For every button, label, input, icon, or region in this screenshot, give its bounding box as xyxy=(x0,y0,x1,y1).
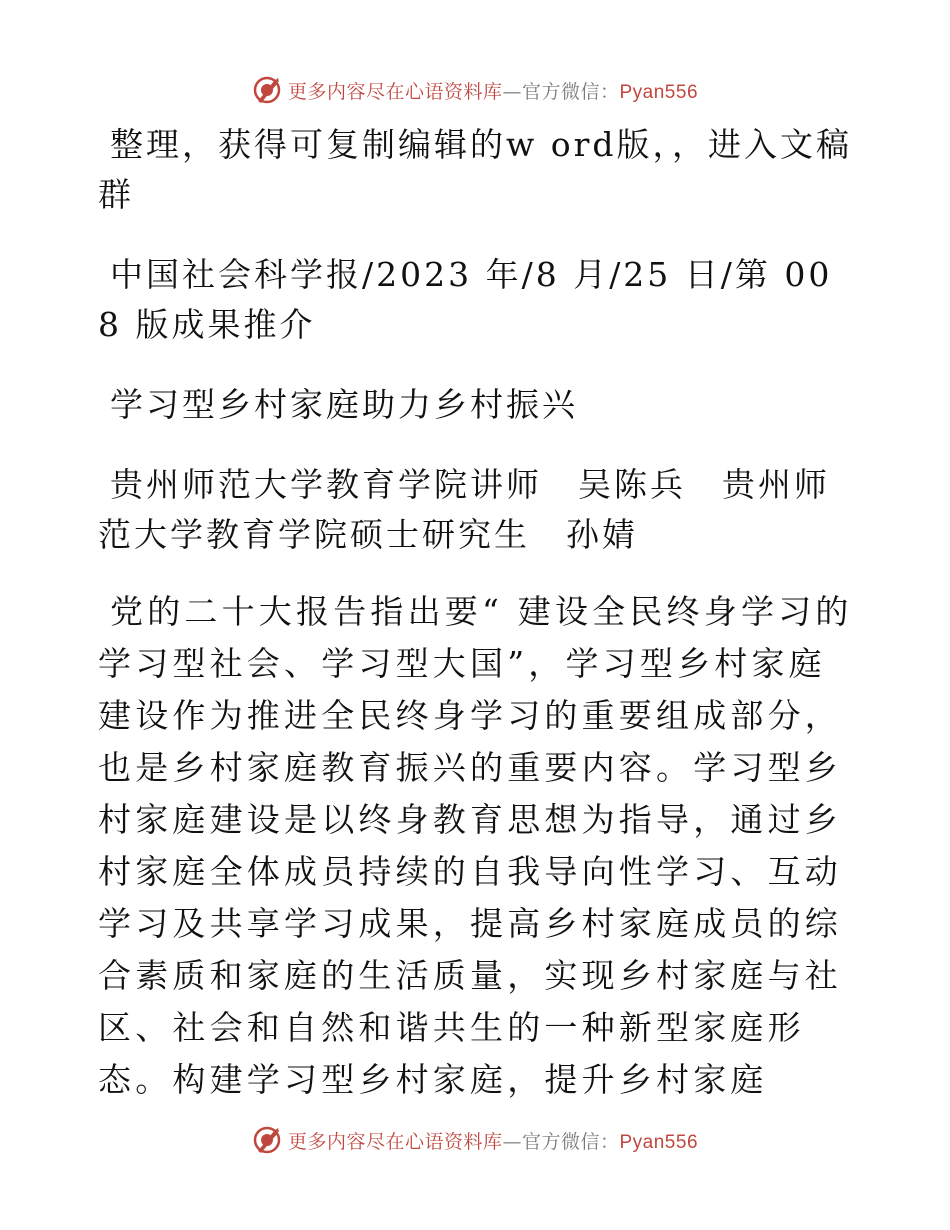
author-line: 贵州师范大学教育学院讲师 吴陈兵 贵州师范大学教育学院硕士研究生 孙婧 xyxy=(98,465,830,554)
watermark-text: 更多内容尽在心语资料库—官方微信：Pyan556 xyxy=(287,80,699,103)
header-watermark xyxy=(0,70,950,110)
document-page xyxy=(98,120,853,1106)
article-title: 学习型乡村家庭助力乡村振兴 xyxy=(110,385,578,424)
quill-pen-seal-icon xyxy=(252,1125,282,1155)
body-paragraph: 党的二十大报告指出要“ 建设全民终身学习的学习型社会、学习型大国”，学习型乡村家庭建设作为推进全民终身学习的重要组成部分，也是乡村家庭教育振兴的重要内容。学习型乡村家庭建设是以终身教育思想为指导，通过乡村家庭全体成员持续的自我导向性学习、互动学习及共享学习成果，提高乡村家庭成员的综合素质和家庭的生活质量，实现乡村家庭与社区、社会和自然和谐共生的一种新型家庭形态。构建学习型乡村家庭，提升乡村家庭 xyxy=(98,592,853,1099)
quill-pen-seal-icon xyxy=(252,75,282,105)
watermark-text: 更多内容尽在心语资料库—官方微信：Pyan556 xyxy=(287,1130,699,1153)
footer-watermark xyxy=(0,1120,950,1160)
source-line: 中国社会科学报/2023 年/8 月/25 日/第 008 版成果推介 xyxy=(98,255,833,344)
intro-line: 整理，获得可复制编辑的w ord版，，进入文稿群 xyxy=(98,125,853,214)
